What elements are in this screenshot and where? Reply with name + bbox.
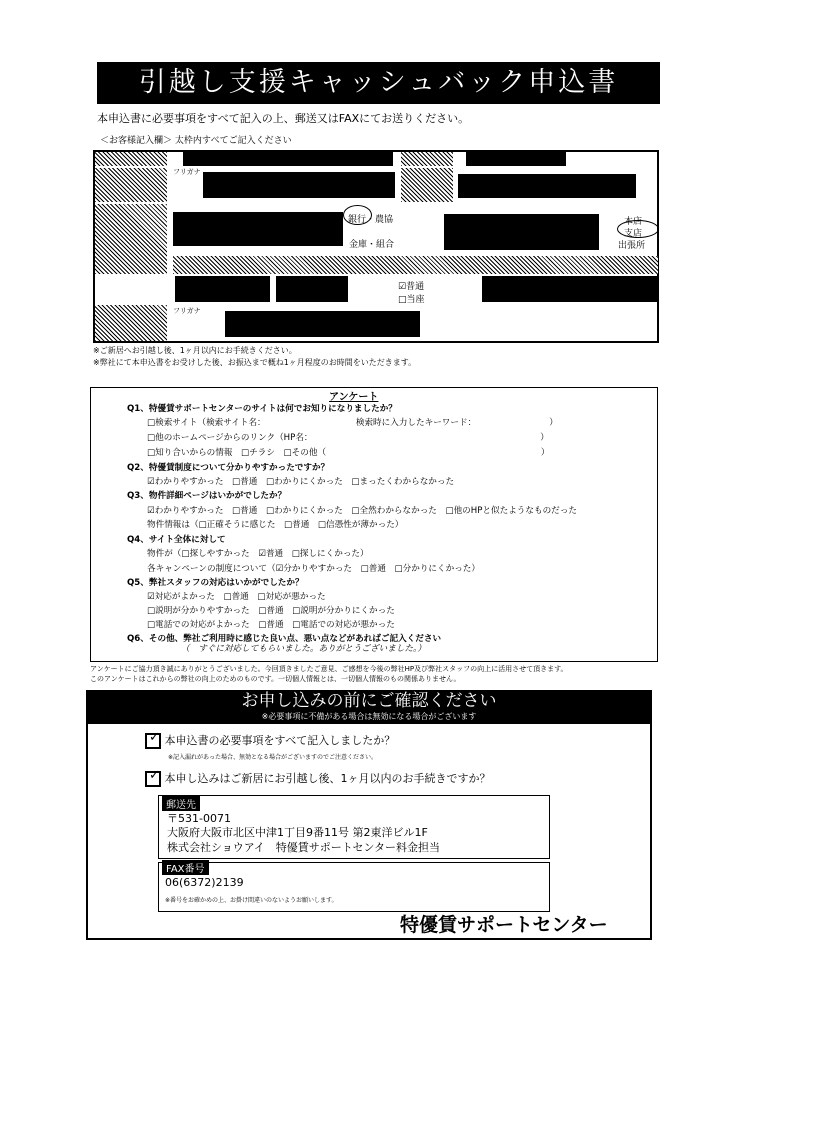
survey-line: 物件情報は（□正確そうに感じた □普通 □信憑性が薄かった） bbox=[147, 520, 404, 530]
account-header-row bbox=[173, 256, 658, 274]
bank-code-field[interactable] bbox=[175, 276, 270, 302]
branch-code-field[interactable] bbox=[276, 276, 348, 302]
survey-q3: Q3、物件詳細ページはいかがでしたか？ bbox=[127, 491, 287, 501]
furigana-label: フリガナ bbox=[173, 168, 201, 176]
survey-line: □他のホームページからのリンク（HP名： ） bbox=[147, 433, 549, 443]
account-number-field[interactable] bbox=[482, 276, 658, 302]
mailing-label: 郵送先 bbox=[162, 796, 200, 811]
survey-line: 物件が（□探しやすかった ☑普通 □探しにくかった） bbox=[147, 549, 369, 559]
account-holder-field[interactable] bbox=[225, 311, 420, 337]
page-title: 引越し支援キャッシュバック申込書 bbox=[97, 62, 660, 104]
bank-name-field[interactable] bbox=[173, 212, 343, 246]
survey-line: □知り合いからの情報 □チラシ □その他（ ） bbox=[147, 448, 550, 458]
date-label-cell bbox=[401, 152, 453, 166]
bank-type-1[interactable]: 銀行・農協 bbox=[348, 215, 394, 225]
survey-q1: Q1、特優賃サポートセンターのサイトは何でお知りになりましたか？ bbox=[127, 404, 397, 414]
checkbox-checked-icon[interactable]: ✓ bbox=[145, 733, 161, 749]
fax-number: 06(6372)2139 bbox=[165, 876, 244, 889]
name-label-cell bbox=[95, 152, 167, 166]
survey-line: □電話での対応がよかった □普通 □電話での対応が悪かった bbox=[147, 620, 395, 630]
checkbox-checked-icon[interactable]: ✓ bbox=[145, 771, 161, 787]
survey-header: アンケート bbox=[329, 392, 379, 403]
bank-type-2[interactable]: 金庫・組合 bbox=[349, 240, 395, 250]
survey-line: 各キャンペーンの制度について（☑分かりやすかった □普通 □分かりにくかった） bbox=[147, 564, 480, 574]
selected-circle bbox=[343, 205, 372, 225]
name-field[interactable] bbox=[183, 152, 393, 166]
branch-name-field[interactable] bbox=[444, 214, 599, 250]
selected-circle bbox=[617, 220, 659, 238]
survey-q2: Q2、特優賃制度について分かりやすかったですか？ bbox=[127, 463, 330, 473]
instruction-text: 本申込書に必要事項をすべて記入の上、郵送又はFAXにてお送りください。 bbox=[97, 112, 470, 125]
fax-label: FAX番号 bbox=[162, 860, 209, 875]
date-field[interactable] bbox=[466, 152, 566, 166]
confirm-subheader: ※必要事項に不備がある場合は無効になる場合がございます bbox=[261, 712, 477, 721]
check-item-2[interactable]: ✓ 本申し込みはご新居にお引越し後、1ヶ月以内のお手続きですか？ bbox=[145, 770, 491, 787]
account-type-1[interactable]: ☑普通 bbox=[398, 282, 425, 292]
branch-type-3[interactable]: 出張所 bbox=[618, 241, 646, 251]
address-line: 〒531-0071 bbox=[167, 812, 231, 825]
note-2: ※弊社にて本申込書をお受けした後、お振込まで概ね1ヶ月程度のお時間をいただきます。 bbox=[93, 358, 417, 367]
survey-line: ☑対応がよかった □普通 □対応が悪かった bbox=[147, 592, 326, 602]
branch-type-1[interactable]: 本店 bbox=[624, 217, 643, 227]
check-note: ※記入漏れがあった場合、無効となる場合がございますのでご注意ください。 bbox=[168, 754, 377, 761]
address-line: 株式会社ショウアイ 特優賃サポートセンター料金担当 bbox=[167, 841, 441, 854]
address-line: 大阪府大阪市北区中津1丁目9番11号 第2東洋ビル1F bbox=[167, 826, 428, 839]
confirm-header: お申し込みの前にご確認ください bbox=[241, 691, 497, 711]
survey-box bbox=[90, 387, 658, 662]
holder-label-cell bbox=[95, 305, 167, 341]
survey-line: □検索サイト（検索サイト名： 検索時に入力したキーワード： ） bbox=[147, 418, 558, 428]
confirm-header-bar bbox=[86, 690, 652, 724]
survey-line: □説明が分かりやすかった □普通 □説明が分かりにくかった bbox=[147, 606, 395, 616]
center-name: 特優賃サポートセンター bbox=[400, 914, 608, 936]
note-1: ※ご新居へお引越し後、1ヶ月以内にお手続きください。 bbox=[93, 346, 297, 355]
phone-field[interactable] bbox=[458, 174, 636, 198]
survey-q5: Q5、弊社スタッフの対応はいかがでしたか？ bbox=[127, 578, 304, 588]
bank-label-cell bbox=[95, 204, 167, 274]
handwritten-answer[interactable]: （ すぐに対応してもらいました。ありがとうございました。） bbox=[181, 644, 426, 654]
check-item-1[interactable]: ✓ 本申込書の必要事項をすべて記入しましたか？ bbox=[145, 732, 395, 749]
furigana-label-2: フリガナ bbox=[173, 307, 201, 315]
address-field[interactable] bbox=[203, 172, 395, 198]
survey-footer-2: このアンケートはこれからの弊社の向上のためのものです。一切個人情報とは、一切個人情報のもの関係ありません。 bbox=[90, 675, 461, 683]
account-type-2[interactable]: □当座 bbox=[398, 295, 425, 305]
phone-label-cell bbox=[401, 168, 453, 202]
checkbox-icon: □ bbox=[398, 295, 407, 305]
branch-type-2[interactable]: 支店 bbox=[624, 229, 643, 239]
survey-q6: Q6、その他、弊社ご利用時に感じた良い点、悪い点などがあればご記入ください bbox=[127, 634, 442, 644]
survey-line: ☑わかりやすかった □普通 □わかりにくかった □全然わからなかった □他のHPと似たようなものだった bbox=[147, 506, 577, 516]
survey-q4: Q4、サイト全体に対して bbox=[127, 535, 226, 545]
address-label-cell bbox=[95, 168, 167, 202]
survey-footer-1: アンケートにご協力頂き誠にありがとうございました。今回頂きましたご意見、ご感想を今後の弊社HP及び弊社スタッフの向上に活用させて頂きます。 bbox=[90, 665, 568, 673]
survey-line: ☑わかりやすかった □普通 □わかりにくかった □まったくわからなかった bbox=[147, 477, 455, 487]
fax-note: ※番号をお確かめの上、お掛け間違いのないようお願いします。 bbox=[165, 897, 338, 904]
customer-section-label: ＜お客様記入欄＞ 太枠内すべてご記入ください bbox=[100, 136, 292, 146]
checkbox-icon: ☑ bbox=[398, 282, 407, 292]
